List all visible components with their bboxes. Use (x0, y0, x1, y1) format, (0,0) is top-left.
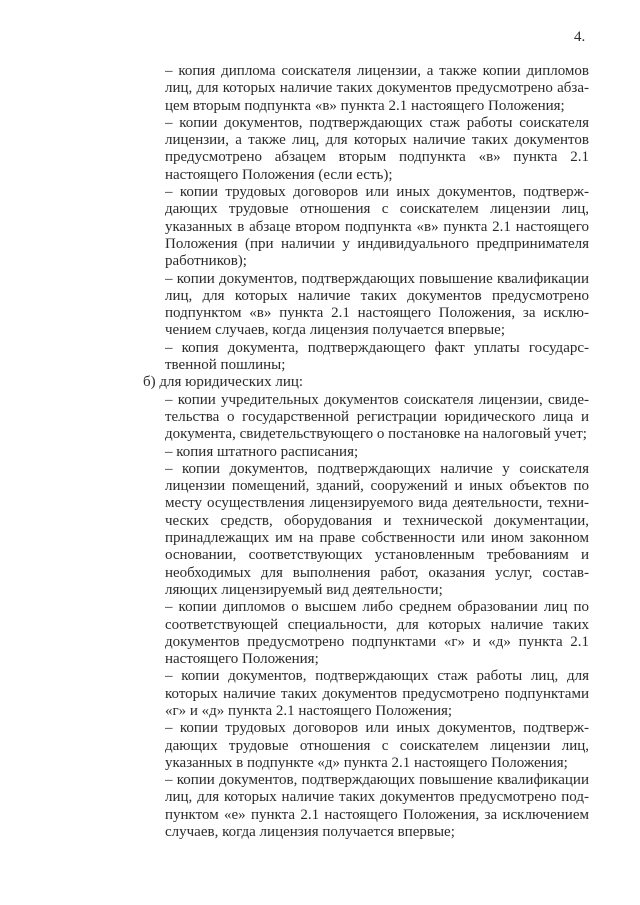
text-line: настоящего Положения (если есть); (165, 166, 393, 183)
text-line: документов предусмотрено подпунктами «г» и «д» пункта 2.1 (165, 633, 589, 650)
text-line: которых наличие таких документов предусмотрено подпунктами (165, 685, 589, 702)
list-item (165, 271, 589, 340)
text-line: б) для юридических лиц: (143, 374, 304, 391)
page-number: 4. (574, 29, 586, 45)
subheading (143, 374, 589, 391)
text-line: твенной пошлины; (165, 357, 286, 374)
text-line: «г» и «д» пункта 2.1 настоящего Положения; (165, 702, 453, 719)
list-item (165, 340, 589, 375)
text-line: – копии документов, подтверждающих стаж работы лиц, для (165, 668, 589, 685)
text-line: – копии трудовых договоров или иных документов, подтверж- (165, 720, 589, 737)
text-line: дающих трудовые отношения с соискателем лицензии лиц, (165, 201, 589, 218)
text-line: месту осуществления лицензируемого вида деятельности, техни- (165, 495, 589, 512)
list-item (165, 461, 589, 599)
text-line: – копии учредительных документов соискателя лицензии, свиде- (165, 391, 589, 408)
list-item (165, 444, 589, 461)
text-line: настоящего Положения; (165, 651, 319, 668)
text-line: цем вторым подпункта «в» пункта 2.1 настоящего Положения; (165, 97, 565, 114)
list-item (165, 599, 589, 668)
text-line: соответствующей специальности, для которых наличие таких (165, 616, 589, 633)
text-line: – копия диплома соискателя лицензии, а также копии дипломов (165, 63, 589, 79)
list-item (165, 184, 589, 270)
document-body (143, 63, 589, 841)
text-line: ляющих лицензируемый вид деятельности; (165, 581, 443, 598)
list-item (165, 720, 589, 772)
text-line: лицензии помещений, зданий, сооружений и иных объектов по (165, 478, 589, 495)
text-line: – копии документов, подтверждающих стаж работы соискателя (165, 114, 589, 131)
text-line: подпунктом «в» пункта 2.1 настоящего Положения, за исклю- (165, 305, 589, 322)
text-line: документа, свидетельствующего о постановке на налоговый учет; (165, 426, 587, 443)
text-line: указанных в абзаце втором подпункта «в» пункта 2.1 настоящего (165, 218, 589, 235)
text-line: необходимых для выполнения работ, оказания услуг, состав- (165, 564, 589, 581)
text-line: – копии документов, подтверждающих наличие у соискателя (165, 460, 589, 477)
text-line: чением случаев, когда лицензия получается впервые; (165, 322, 506, 339)
text-line: Положения (при наличии у индивидуального предпринимателя (165, 235, 589, 252)
list-item (165, 668, 589, 720)
text-line: лицензии, а также лиц, для которых наличие таких документов (165, 132, 589, 149)
text-line: дающих трудовые отношения с соискателем лицензии лиц, (165, 737, 589, 754)
list-item (165, 63, 589, 115)
text-line: работников); (165, 253, 247, 270)
list-item (165, 115, 589, 184)
list-item (165, 772, 589, 841)
text-line: пунктом «е» пункта 2.1 настоящего Положения, за исключением (165, 806, 589, 823)
text-line: лиц, для которых наличие таких документов предусмотрено под- (165, 789, 589, 806)
text-line: основании, соответствующих установленным требованиям и (165, 547, 589, 564)
text-line: лиц, для которых наличие таких документов предусмотрено абза- (165, 80, 589, 97)
text-line: тельства о государственной регистрации юридического лица и (165, 408, 589, 425)
text-line: – копии документов, подтверждающих повышение квалификации (165, 270, 589, 287)
text-line: принадлежащих им на праве собственности или ином законном (165, 530, 589, 547)
text-line: указанных в подпункте «д» пункта 2.1 настоящего Положения; (165, 754, 568, 771)
text-line: – копия штатного расписания; (165, 443, 359, 460)
text-line: – копии документов, подтверждающих повышение квалификации (165, 772, 589, 789)
list-item (165, 392, 589, 444)
text-line: – копии дипломов о высшем либо среднем образовании лиц по (165, 599, 589, 616)
text-line: случаев, когда лицензия получается впервые; (165, 824, 455, 841)
text-line: лиц, для которых наличие таких документов предусмотрено (165, 287, 589, 304)
text-line: – копии трудовых договоров или иных документов, подтверж- (165, 184, 589, 201)
text-line: предусмотрено абзацем вторым подпункта «в» пункта 2.1 (165, 149, 589, 166)
text-line: – копия документа, подтверждающего факт уплаты государс- (165, 339, 589, 356)
text-line: ческих средств, оборудования и технической документации, (165, 512, 589, 529)
